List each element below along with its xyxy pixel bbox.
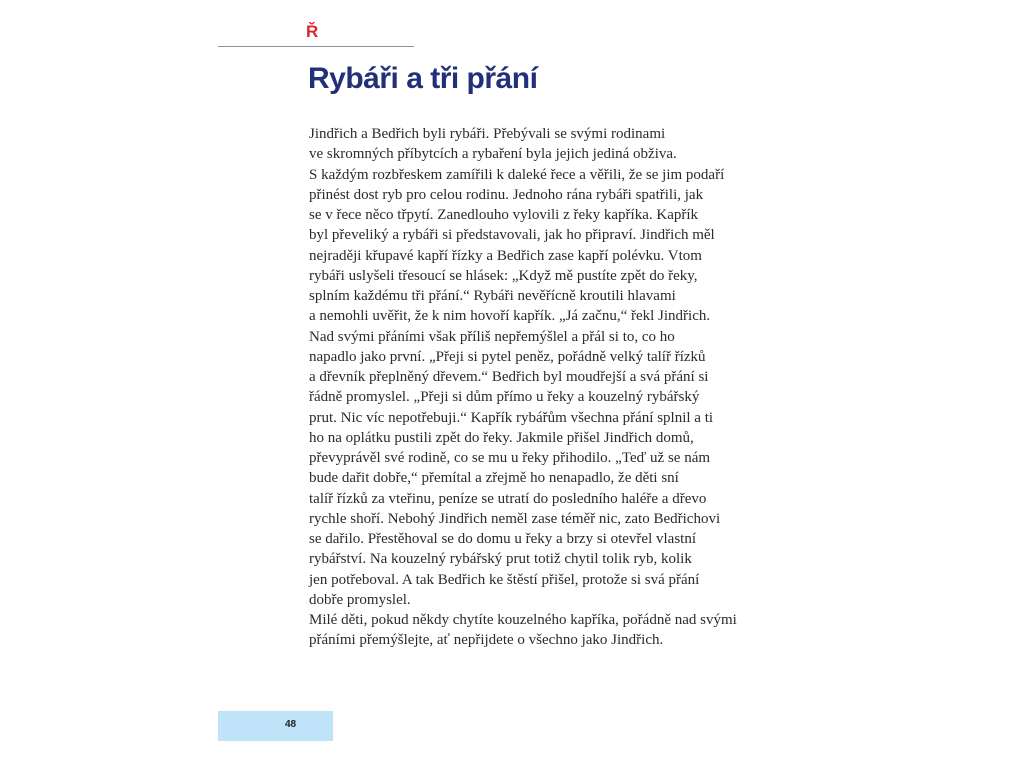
story-line: byl převeliký a rybáři si představovali, jak ho připraví. Jindřich měl (309, 227, 715, 244)
story-line: rychle shoří. Nebohý Jindřich neměl zase téměř nic, zato Bedřichovi (309, 510, 721, 527)
story-line: ve skromných příbytcích a rybaření byla jejich jediná obživa. (309, 146, 677, 163)
story-line: ho na oplátku pustili zpět do řeky. Jakmile přišel Jindřich domů, (309, 429, 694, 446)
page-number-box (218, 711, 333, 741)
story-line: nejraději křupavé kapří řízky a Bedřich zase kapří polévku. Vtom (309, 247, 702, 264)
story-line: jen potřeboval. A tak Bedřich ke štěstí přišel, protože si svá přání (309, 571, 700, 588)
story-line: řádně promyslel. „Přeji si dům přímo u řeky a kouzelný rybářský (309, 389, 700, 406)
story-line: prut. Nic víc nepotřebuji.“ Kapřík rybářům všechna přání splnil a ti (309, 409, 714, 426)
story-line: a nemohli uvěřit, že k nim hovoří kapřík. „Já začnu,“ řekl Jindřich. (309, 308, 711, 325)
story-line: rybářství. Na kouzelný rybářský prut totiž chytil tolik ryb, kolik (309, 551, 692, 568)
story-text (309, 124, 737, 651)
story-line: se dařilo. Přestěhoval se do domu u řeky a brzy si otevřel vlastní (309, 531, 696, 547)
story-line: a dřevník přeplněný dřevem.“ Bedřich byl moudřejší a svá přání si (309, 369, 709, 385)
story-line: přinést dost ryb pro celou rodinu. Jednoho rána rybáři spatřili, jak (309, 186, 704, 203)
story-line: přáními přemýšlejte, ať nepřijdete o všechno jako Jindřich. (309, 632, 664, 649)
story-line: talíř řízků za vteřinu, peníze se utratí do posledního haléře a dřevo (309, 490, 707, 507)
story-title: Rybáři a tři přání (308, 62, 538, 95)
story-line: převyprávěl své rodině, co se mu u řeky přihodilo. „Teď už se nám (309, 450, 711, 466)
story-line: Jindřich a Bedřich byli rybáři. Přebývali se svými rodinami (309, 126, 666, 142)
story-line: S každým rozbřeskem zamířili k daleké řece a věřili, že se jim podaří (309, 166, 725, 183)
page-number: 48 (285, 719, 297, 730)
story-line: napadlo jako první. „Přeji si pytel peněz, pořádně velký talíř řízků (309, 348, 706, 365)
chapter-letter-header (218, 20, 414, 47)
story-line: bude dařit dobře,“ přemítal a zřejmě ho nenapadlo, že děti sní (309, 470, 679, 487)
chapter-letter: Ř (306, 22, 319, 41)
story-line: splním každému tři přání.“ Rybáři nevěřícně kroutili hlavami (309, 288, 676, 304)
story-line: Nad svými přáními však příliš nepřemýšlel a přál si to, co ho (309, 328, 675, 345)
story-line: rybáři uslyšeli třesoucí se hlásek: „Když mě pustíte zpět do řeky, (309, 267, 698, 284)
story-line: se v řece něco třpytí. Zanedlouho vylovili z řeky kapříka. Kapřík (309, 207, 699, 223)
story-line: Milé děti, pokud někdy chytíte kouzelného kapříka, pořádně nad svými (309, 612, 737, 628)
story-line: dobře promyslel. (309, 591, 411, 608)
